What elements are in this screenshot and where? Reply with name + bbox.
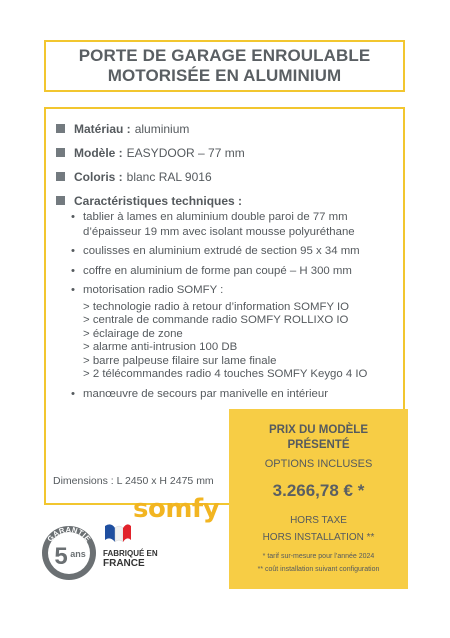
feature-text: manœuvre de secours par manivelle en intérieur	[83, 387, 329, 400]
spec-label: Modèle :	[74, 146, 123, 160]
square-bullet-icon	[56, 124, 65, 133]
spec-features	[56, 194, 242, 208]
french-flag-icon	[103, 522, 133, 544]
somfy-wordmark: somfy	[133, 494, 220, 524]
feature-text: d’épaisseur 19 mm avec isolant mousse polyuréthane	[83, 225, 355, 238]
spec-label: Matériau :	[74, 122, 131, 136]
bullet-dot-icon: •	[71, 211, 75, 223]
made-in-france-badge	[103, 522, 161, 569]
guarantee-years-unit: ans	[70, 549, 86, 559]
price-box	[229, 409, 408, 589]
tax-note: HORS TAXE	[290, 515, 347, 526]
bullet-dot-icon: •	[71, 284, 75, 296]
somfy-logo	[133, 494, 219, 524]
sub-item: > alarme anti-intrusion 100 DB	[83, 341, 238, 353]
list-item	[71, 283, 367, 298]
footnote-2: ** coût installation suivant configuration	[257, 566, 380, 573]
list-item	[71, 387, 367, 402]
made-in-label: FABRIQUÉ EN	[103, 549, 158, 558]
bullet-dot-icon: •	[71, 264, 75, 277]
spec-value: blanc RAL 9016	[126, 170, 212, 184]
price-value: 3.266,78 € *	[272, 481, 365, 500]
price-heading-line-1: PRIX DU MODÈLE	[268, 424, 369, 436]
price-heading-line-2: PRÉSENTÉ	[287, 439, 350, 451]
guarantee-label: GARANTIE	[45, 524, 93, 544]
bullet-dot-icon: •	[71, 245, 75, 257]
spec-value: EASYDOOR – 77 mm	[126, 146, 245, 160]
title-line-1: PORTE DE GARAGE ENROULABLE	[78, 46, 371, 65]
spec-label: Coloris :	[74, 170, 123, 184]
guarantee-badge-icon	[40, 523, 98, 581]
list-item	[71, 244, 367, 259]
sub-item: > 2 télécommandes radio 4 touches SOMFY Keygo 4 IO	[83, 368, 368, 380]
square-bullet-icon	[56, 172, 65, 181]
bullet-dot-icon: •	[71, 387, 75, 400]
sub-item: > centrale de commande radio SOMFY ROLLIXO IO	[83, 314, 349, 326]
spec-color	[56, 170, 212, 184]
dimensions-text: Dimensions : L 2450 x H 2475 mm	[53, 475, 214, 487]
spec-value: aluminium	[134, 122, 190, 136]
spec-label: Caractéristiques techniques :	[74, 194, 243, 208]
feature-text: motorisation radio SOMFY :	[83, 284, 224, 296]
spec-model	[56, 146, 245, 160]
sub-item: > barre palpeuse filaire sur lame finale	[83, 354, 277, 367]
sub-item: > éclairage de zone	[83, 327, 183, 340]
list-item	[71, 210, 367, 239]
sub-item: > technologie radio à retour d’information SOMFY IO	[83, 300, 350, 313]
guarantee-years-number: 5	[54, 543, 68, 570]
title-line-2: MOTORISÉE EN ALUMINIUM	[107, 66, 342, 85]
feature-text: coffre en aluminium de forme pan coupé – H 300 mm	[83, 264, 352, 277]
title-box	[44, 40, 405, 92]
list-item	[71, 264, 367, 279]
footnote-1: * tarif sur-mesure pour l’année 2024	[262, 553, 375, 560]
square-bullet-icon	[56, 148, 65, 157]
square-bullet-icon	[56, 196, 65, 205]
price-heading	[229, 423, 408, 453]
options-included: OPTIONS INCLUSES	[264, 458, 373, 470]
france-label: FRANCE	[103, 558, 145, 569]
feature-list	[71, 210, 367, 406]
feature-text: tablier à lames en aluminium double paroi de 77 mm	[83, 211, 348, 223]
feature-text: coulisses en aluminium extrudé de section 95 x 34 mm	[83, 245, 360, 257]
guarantee-5-years-badge	[40, 523, 98, 586]
spec-material	[56, 122, 189, 136]
installation-note: HORS INSTALLATION **	[262, 532, 375, 543]
